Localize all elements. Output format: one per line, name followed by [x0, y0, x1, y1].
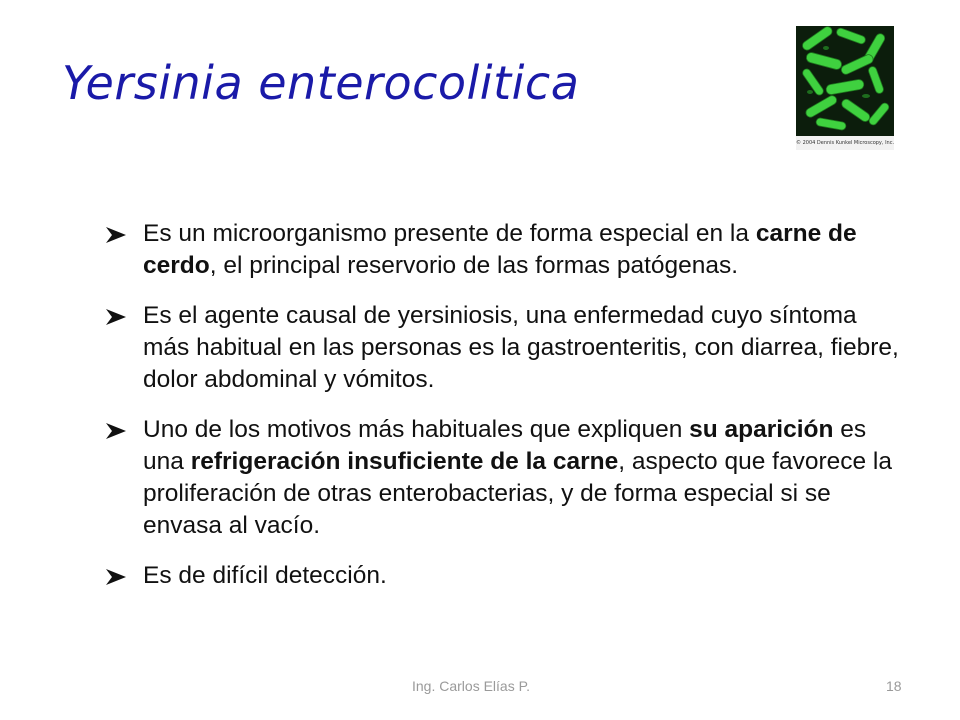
bullet-text: Es el agente causal de yersiniosis, una enfermedad cuyo síntoma más habitual en las personas es la gastroenteritis, con diarrea, fiebre, dolor abdominal y vómitos. — [143, 302, 899, 393]
bullet-bold-text: carne de cerdo — [143, 220, 857, 279]
bullet-list — [106, 218, 906, 610]
page-number: 18 — [886, 678, 902, 694]
arrow-bullet-icon — [106, 309, 126, 325]
arrow-bullet-icon — [106, 227, 126, 243]
bullet-text: , aspecto que favorece la proliferación de otras enterobacterias, y de forma especial si se envasa al vacío. — [143, 448, 892, 539]
bullet-item — [106, 560, 906, 592]
bullet-text: Uno de los motivos más habituales que expliquen — [143, 416, 690, 443]
bullet-bold-text: su aparición — [689, 416, 834, 443]
bacteria-micrograph-icon — [796, 26, 894, 136]
bullet-item — [106, 414, 906, 542]
bullet-text: Es un microorganismo presente de forma especial en la — [143, 220, 756, 247]
bullet-bold-text: refrigeración insuficiente de la carne — [190, 448, 619, 475]
bullet-text: es una — [143, 416, 867, 475]
image-credit: © 2004 Dennis Kunkel Microscopy, Inc. — [796, 136, 894, 150]
footer-author: Ing. Carlos Elías P. — [412, 678, 531, 694]
arrow-bullet-icon — [106, 423, 126, 439]
bullet-item — [106, 300, 906, 396]
bullet-text: Es de difícil detección. — [143, 562, 387, 589]
bullet-item — [106, 218, 906, 282]
slide-title: Yersinia enterocolitica — [62, 56, 580, 110]
arrow-bullet-icon — [106, 569, 126, 585]
bullet-text: , el principal reservorio de las formas patógenas. — [209, 252, 739, 279]
bacteria-micrograph-image — [796, 26, 894, 150]
